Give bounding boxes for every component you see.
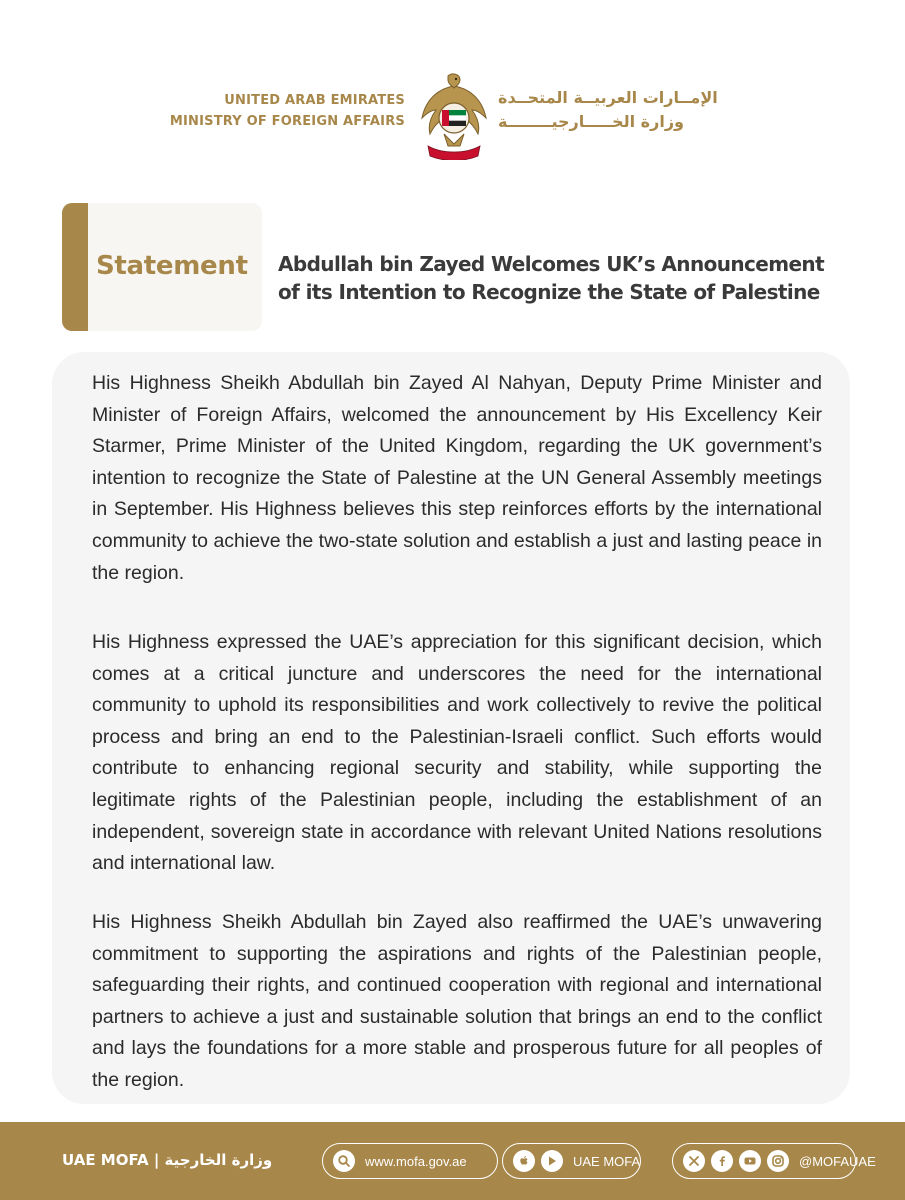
page-title	[278, 250, 878, 306]
body-paragraph-1: His Highness Sheikh Abdullah bin Zayed Al Nahyan, Deputy Prime Minister and Minister of Foreign Affairs, welcomed the announcement by His Excellency Keir Starmer, Prime Minister of the United Kingdom, regarding the UK government’s intention to recognize the State of Palestine at the UN General Assembly meetings in September. His Highness believes this step reinforces efforts by the international community to achieve the two-state solution and establish a just and lasting peace in the region.	[92, 372, 822, 584]
ministry-name-arabic	[498, 86, 733, 134]
footer-brand: UAE MOFA | وزارة الخارجية	[62, 1151, 273, 1169]
social-handle: @MOFAUAE	[799, 1153, 876, 1169]
play-store-icon[interactable]	[541, 1150, 563, 1172]
ministry-name-en-line2: MINISTRY OF FOREIGN AFFAIRS	[169, 114, 405, 129]
ministry-name-ar-line1: الإمــارات العربيــة المتحــدة	[498, 88, 718, 107]
search-icon	[333, 1150, 355, 1172]
youtube-icon[interactable]	[739, 1150, 761, 1172]
x-icon[interactable]	[683, 1150, 705, 1172]
website-link[interactable]	[322, 1143, 498, 1179]
website-url: www.mofa.gov.ae	[365, 1153, 467, 1169]
app-label: UAE MOFA	[573, 1153, 641, 1169]
ministry-name-ar-line2: وزارة الخـــــارجيــــــــة	[498, 112, 684, 131]
footer-bar	[0, 1122, 905, 1200]
title-line-2: of its Intention to Recognize the State of Palestine	[278, 280, 820, 304]
apple-icon[interactable]	[513, 1150, 535, 1172]
title-line-1: Abdullah bin Zayed Welcomes UK’s Announcement	[278, 252, 825, 276]
statement-badge	[62, 203, 262, 331]
instagram-icon[interactable]	[767, 1150, 789, 1172]
statement-label: Statement	[96, 251, 248, 281]
social-links[interactable]	[672, 1143, 876, 1179]
uae-emblem-logo	[418, 72, 490, 160]
app-store-links[interactable]	[502, 1143, 641, 1179]
ministry-name-english	[150, 90, 405, 132]
body-paragraph-3: His Highness Sheikh Abdullah bin Zayed also reaffirmed the UAE’s unwavering commitment to supporting the aspirations and rights of the Palestinian people, safeguarding their rights, and continued cooperation with regional and international partners to achieve a just and sustainable solution that brings an end to the conflict and lays the foundations for a more stable and prosperous future for all peoples of the region.	[92, 911, 822, 1091]
statement-accent-bar	[62, 203, 88, 331]
ministry-name-en-line1: UNITED ARAB EMIRATES	[224, 93, 405, 108]
body-paragraph-2: His Highness expressed the UAE’s appreciation for this significant decision, which comes at a critical juncture and underscores the need for the international community to uphold its responsibilities and work collectively to revive the political process and bring an end to the Palestinian-Israeli conflict. Such efforts would contribute to enhancing regional security and stability, while supporting the legitimate rights of the Palestinian people, including the establishment of an independent, sovereign state in accordance with relevant United Nations resolutions and international law.	[92, 631, 822, 875]
facebook-icon[interactable]	[711, 1150, 733, 1172]
